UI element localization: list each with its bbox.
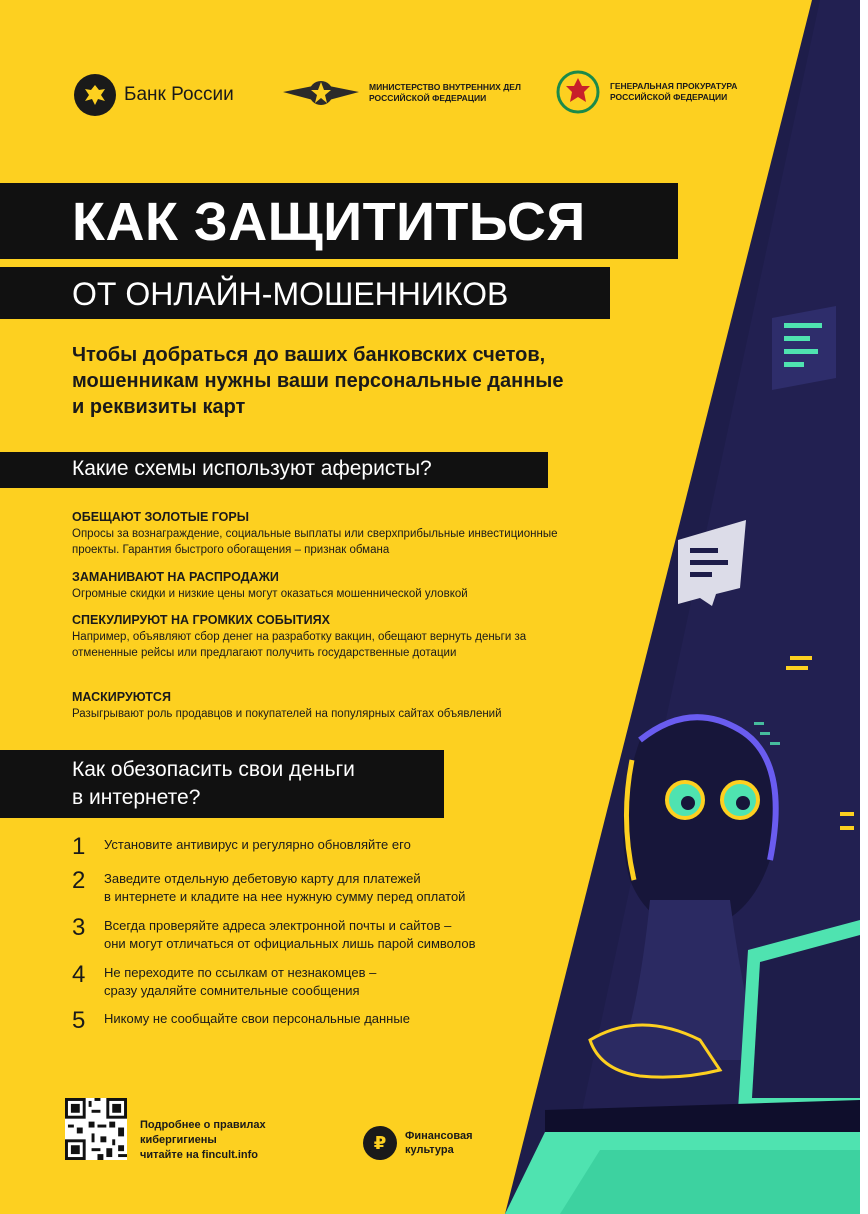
prosecutor-emblem-icon	[556, 70, 600, 114]
step-item	[72, 834, 552, 860]
protect-heading: Как обезопасить свои деньги в интернете?	[72, 758, 355, 809]
scheme-item	[72, 689, 572, 722]
step-item	[72, 868, 552, 906]
step-text: Заведите отдельную дебетовую карту для платежей в интернете и кладите на нее нужную сумму перед оплатой	[104, 871, 466, 904]
title-bar-2	[0, 267, 610, 319]
step-item	[72, 1008, 552, 1034]
bank-of-russia-logo	[74, 74, 234, 116]
mvd-logo	[283, 70, 521, 116]
step-number: 1	[72, 833, 86, 860]
page-title: КАК ЗАЩИТИТЬСЯ	[72, 192, 586, 252]
scheme-desc: Например, объявляют сбор денег на разработку вакцин, обещают вернуть деньги за отмененные рейсы или предлагают получить государственные дотации	[72, 631, 527, 659]
scheme-desc: Разыгрывают роль продавцов и покупателей на популярных сайтах объявлений	[72, 708, 502, 720]
code-screen-icon	[772, 306, 836, 390]
step-item	[72, 962, 552, 1000]
step-item	[72, 915, 552, 953]
scheme-item	[72, 509, 572, 558]
scheme-desc: Опросы за вознаграждение, социальные выплаты или сверхприбыльные инвестиционные проекты. Гарантия быстрого обогащения – признак обмана	[72, 528, 558, 556]
step-number: 4	[72, 961, 86, 988]
step-number: 5	[72, 1007, 86, 1034]
bank-name: Банк России	[124, 84, 234, 105]
more-info-text: Подробнее о правилах кибергигиены читайте на fincult.info	[140, 1119, 266, 1161]
title-bar-1	[0, 183, 678, 259]
scheme-item	[72, 569, 572, 602]
step-text: Всегда проверяйте адреса электронной почты и сайтов – они могут отличаться от официальных лишь парой символов	[104, 918, 476, 951]
intro-text: Чтобы добраться до ваших банковских счетов, мошенникам нужны ваши персональные данные и реквизиты карт	[72, 344, 564, 418]
mvd-name: МИНИСТЕРСТВО ВНУТРЕННИХ ДЕЛ РОССИЙСКОЙ ФЕДЕРАЦИИ	[369, 82, 521, 103]
prosecutor-logo	[556, 70, 737, 114]
scheme-title: МАСКИРУЮТСЯ	[72, 690, 171, 704]
mvd-emblem-icon	[283, 70, 359, 116]
scheme-item	[72, 612, 572, 661]
step-number: 2	[72, 867, 86, 894]
step-number: 3	[72, 914, 86, 941]
scheme-title: ЗАМАНИВАЮТ НА РАСПРОДАЖИ	[72, 570, 279, 584]
scheme-desc: Огромные скидки и низкие цены могут оказаться мошеннической уловкой	[72, 588, 468, 600]
fin-culture-logo	[363, 1126, 473, 1160]
step-text: Никому не сообщайте свои персональные данные	[104, 1011, 410, 1026]
page-subtitle: ОТ ОНЛАЙН-МОШЕННИКОВ	[72, 276, 509, 312]
ruble-coin-icon: ₽	[363, 1126, 397, 1160]
protect-heading-bar	[0, 750, 444, 818]
schemes-heading-bar	[0, 452, 548, 488]
qr-code-icon[interactable]	[65, 1098, 127, 1160]
prosecutor-name: ГЕНЕРАЛЬНАЯ ПРОКУРАТУРА РОССИЙСКОЙ ФЕДЕРАЦИИ	[610, 81, 738, 102]
step-text: Установите антивирус и регулярно обновляйте его	[104, 837, 411, 852]
scheme-title: ОБЕЩАЮТ ЗОЛОТЫЕ ГОРЫ	[72, 510, 249, 524]
eagle-emblem-icon	[74, 74, 116, 116]
fin-culture-text: Финансовая культура	[405, 1130, 473, 1156]
scheme-title: СПЕКУЛИРУЮТ НА ГРОМКИХ СОБЫТИЯХ	[72, 613, 330, 627]
schemes-heading: Какие схемы используют аферисты?	[72, 457, 432, 480]
step-text: Не переходите по ссылкам от незнакомцев – сразу удаляйте сомнительные сообщения	[104, 965, 377, 998]
